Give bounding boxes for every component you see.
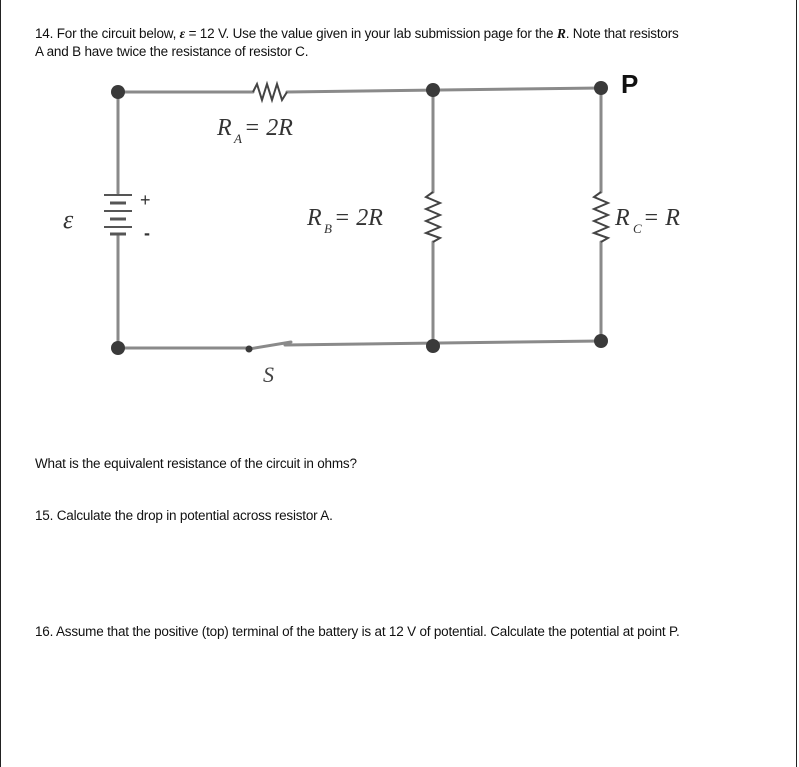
q14-text-suffix: . Note that resistors xyxy=(565,26,679,41)
svg-text:R: R xyxy=(615,205,630,231)
svg-text:A: A xyxy=(234,131,242,146)
top-wire-right xyxy=(287,88,601,92)
svg-text:B: B xyxy=(324,221,332,236)
node-top-middle xyxy=(426,83,440,97)
node-bottom-right xyxy=(594,334,608,348)
svg-text:= R: = R xyxy=(643,205,680,231)
emf-symbol: ε xyxy=(179,26,186,41)
resistor-b-label xyxy=(306,205,383,236)
battery-minus-sign: - xyxy=(144,223,150,243)
question-15: 15. Calculate the drop in potential across resistor A. xyxy=(35,508,333,523)
resistor-c-icon xyxy=(594,192,608,242)
resistor-a-icon xyxy=(253,84,287,100)
svg-text:C: C xyxy=(633,221,642,236)
question-16: 16. Assume that the positive (top) terminal of the battery is at 12 V of potential. Calculate the potential at point P. xyxy=(35,624,680,639)
node-bottom-left xyxy=(111,341,125,355)
node-p xyxy=(594,81,608,95)
node-bottom-middle xyxy=(426,339,440,353)
point-p-label: P xyxy=(621,69,639,99)
resistor-a-label xyxy=(216,115,293,146)
battery-plus-sign: + xyxy=(140,190,151,210)
question-14-line-2: A and B have twice the resistance of resistor C. xyxy=(35,44,309,59)
q14-text-mid: = 12 V. Use the value given in your lab submission page for the xyxy=(185,26,557,41)
bottom-wire-right xyxy=(285,341,601,345)
equivalent-resistance-question: What is the equivalent resistance of the circuit in ohms? xyxy=(35,456,357,471)
switch-label: S xyxy=(263,362,274,387)
svg-text:R: R xyxy=(307,205,322,231)
node-top-left xyxy=(111,85,125,99)
battery-icon xyxy=(104,195,132,234)
resistor-b-icon xyxy=(426,192,440,242)
svg-text:= 2R: = 2R xyxy=(244,115,293,141)
svg-text:R: R xyxy=(217,115,232,141)
circuit-diagram xyxy=(1,0,798,430)
resistor-c-label xyxy=(614,205,680,236)
svg-text:= 2R: = 2R xyxy=(334,205,383,231)
emf-label: ε xyxy=(63,205,74,234)
switch-pivot xyxy=(246,346,253,353)
q14-text-prefix: 14. For the circuit below, xyxy=(35,26,180,41)
r-symbol: R xyxy=(556,26,566,41)
